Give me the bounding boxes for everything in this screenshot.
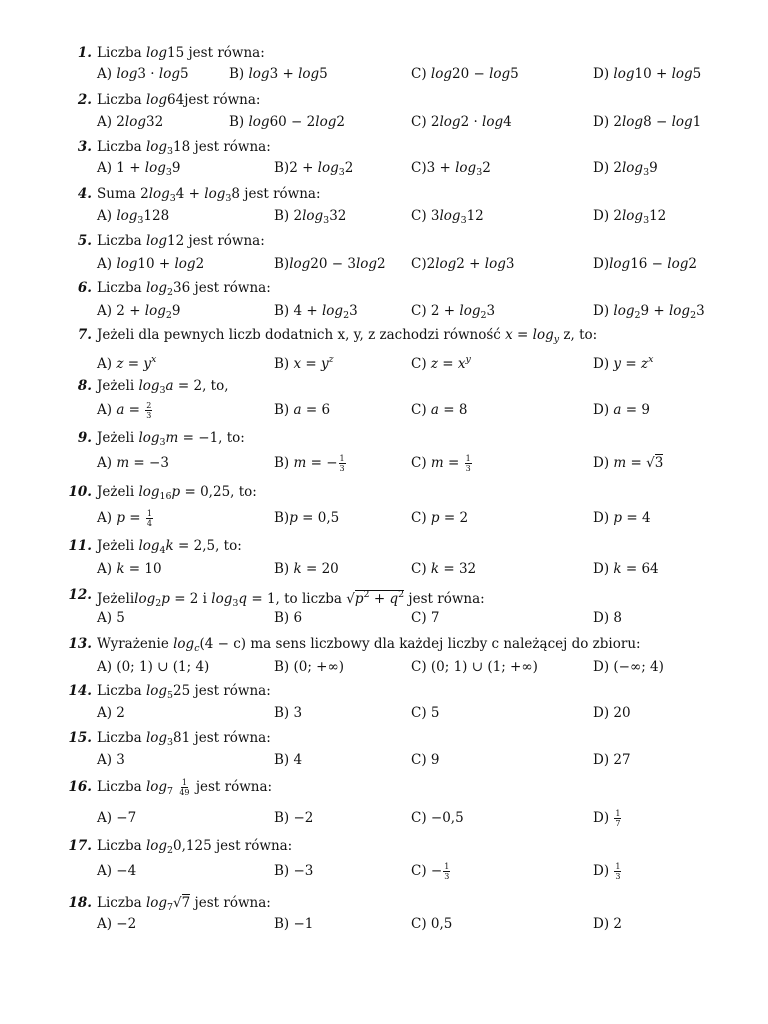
answer-option-b: B) 6 — [274, 610, 303, 626]
question-text: Liczba log64jest równa: — [97, 92, 261, 108]
answer-option-a: A) log10 + log2 — [97, 256, 205, 272]
question-number: 1. — [77, 45, 92, 61]
question-number: 16. — [68, 779, 92, 795]
question-number: 11. — [68, 538, 92, 554]
answer-option-a: A) 2 — [97, 705, 125, 721]
answer-option-d: D) m = √3 — [593, 455, 664, 471]
answer-option-a: A) 3 — [97, 752, 125, 768]
answer-option-c: C) − $\frac{1}{3}$ — [411, 862, 450, 881]
answer-option-a: A) −4 — [97, 863, 137, 879]
answer-option-a: A) (0; 1) ∪ (1; 4) — [97, 659, 210, 675]
question-number: 14. — [68, 683, 92, 699]
answer-options — [0, 399, 768, 421]
question-text: Suma $2\log_34 + \log_38$ jest równa: — [97, 186, 321, 204]
answer-option-b: B) 3 — [274, 705, 303, 721]
answer-option-c: C) $3\log_312$ — [411, 208, 484, 226]
answer-options — [0, 253, 768, 275]
answer-option-d: D) (−∞; 4) — [593, 659, 664, 675]
answer-option-b: B) (0; +∞) — [274, 659, 344, 675]
answer-options — [0, 807, 768, 829]
answer-option-d: D) 8 — [593, 610, 622, 626]
answer-option-b: B) −2 — [274, 810, 314, 826]
answer-option-d: D) $\log_29 + \log_23$ — [593, 303, 705, 321]
answer-option-b: B) $x = y^z$ — [274, 354, 334, 372]
answer-option-c: C) 0,5 — [411, 916, 453, 932]
answer-option-d: D)log16 − log2 — [593, 256, 697, 272]
question-text: Jeżeli $\log_3m = -1$, to: — [97, 430, 245, 448]
question-number: 4. — [77, 186, 92, 202]
question-number: 15. — [68, 730, 92, 746]
answer-option-b: B) 4 — [274, 752, 303, 768]
answer-option-d: D) 2 — [593, 916, 622, 932]
answer-option-c: C) p = 2 — [411, 510, 469, 526]
question-number: 5. — [77, 233, 92, 249]
question-text: Jeżeli $\log_4k = 2,5$, to: — [97, 538, 242, 556]
answer-option-b: B) k = 20 — [274, 561, 339, 577]
question-number: 2. — [77, 92, 92, 108]
answer-option-b: $B)2 + \log_32$ — [274, 160, 354, 178]
answer-option-a: A) $z = y^x$ — [97, 354, 157, 372]
answer-option-c: C) $2 + \log_23$ — [411, 303, 496, 321]
answer-option-a: A) m = −3 — [97, 455, 169, 471]
answer-option-c: C) 5 — [411, 705, 440, 721]
answer-option-a: A) $\log_3128$ — [97, 208, 170, 226]
answer-option-a: A) k = 10 — [97, 561, 162, 577]
answer-option-c: C) k = 32 — [411, 561, 477, 577]
answer-option-d: D) $\frac{1}{3}$ — [593, 862, 621, 881]
answer-options — [0, 507, 768, 529]
answer-options — [0, 63, 768, 85]
answer-option-c: C) m = $\frac{1}{3}$ — [411, 454, 471, 473]
question-text: Liczba $\log_20,125$ jest równa: — [97, 838, 293, 856]
answer-options — [0, 349, 768, 371]
question-text: Liczba $\log_381$ jest równa: — [97, 730, 271, 748]
answer-option-d: D) 20 — [593, 705, 631, 721]
answer-option-a: A) $2 + \log_29$ — [97, 303, 181, 321]
answer-option-a: A) 5 — [97, 610, 125, 626]
question-text: Jeżeli $\log_{16}p = 0,25$, to: — [97, 484, 257, 502]
question-number: 6. — [77, 280, 92, 296]
question-text: Liczba log15 jest równa: — [97, 45, 265, 61]
answer-options — [0, 452, 768, 474]
question-number: 10. — [68, 484, 92, 500]
answer-option-d: D) log10 + log5 — [593, 66, 702, 82]
answer-option-d: D) 2log8 − log1 — [593, 114, 702, 130]
answer-option-b: B) $2\log_332$ — [274, 208, 347, 226]
answer-options — [0, 749, 768, 771]
answer-option-a: A) −2 — [97, 916, 137, 932]
answer-options — [0, 656, 768, 678]
question-text: Jeżeli dla pewnych liczb dodatnich x, y, z zachodzi równość $x = \log_y z$, to: — [97, 327, 598, 345]
answer-options — [0, 111, 768, 133]
answer-options — [0, 913, 768, 935]
answer-option-c: C) a = 8 — [411, 402, 468, 418]
question-text: Jeżeli $\log_3a = 2$, to, — [97, 378, 229, 396]
answer-option-b: B)p = 0,5 — [274, 510, 340, 526]
answer-option-c: $C)3 + \log_32$ — [411, 160, 491, 178]
answer-option-d: D) k = 64 — [593, 561, 659, 577]
answer-option-a: A) log3 · log5 — [97, 66, 189, 82]
answer-option-c: C) (0; 1) ∪ (1; +∞) — [411, 659, 538, 675]
question-text: Liczba $\log_7√7$ jest równa: — [97, 895, 271, 913]
question-number: 17. — [68, 838, 92, 854]
question-text: Liczba $\log_525$ jest równa: — [97, 683, 271, 701]
answer-option-a: A) 2log32 — [97, 114, 164, 130]
answer-option-d: D) $\frac{1}{7}$ — [593, 809, 621, 828]
answer-option-d: D) 27 — [593, 752, 631, 768]
answer-option-c: C) log20 − log5 — [411, 66, 519, 82]
answer-options — [0, 860, 768, 882]
answer-options — [0, 205, 768, 227]
answer-option-c: C) 9 — [411, 752, 440, 768]
answer-option-a: A) p = $\frac{1}{4}$ — [97, 509, 152, 528]
answer-options — [0, 607, 768, 629]
answer-option-c: C) $z = x^y$ — [411, 354, 471, 372]
answer-option-b: B) m = − $\frac{1}{3}$ — [274, 454, 345, 473]
answer-options — [0, 702, 768, 724]
answer-option-d: D) $2\log_312$ — [593, 208, 667, 226]
answer-option-b: B)log20 − 3log2 — [274, 256, 386, 272]
question-number: 8. — [77, 378, 92, 394]
answer-option-a: A) a = $\frac{2}{3}$ — [97, 401, 152, 420]
question-number: 18. — [68, 895, 92, 911]
answer-option-d: D) $2\log_39$ — [593, 160, 658, 178]
question-number: 7. — [77, 327, 92, 343]
question-text: Jeżelilog$_2$p = 2 i $\log_3q = 1$, to liczba $√p^2 + q^2$ jest równa: — [97, 589, 485, 609]
answer-option-b: B) −3 — [274, 863, 314, 879]
answer-option-d: D) a = 9 — [593, 402, 650, 418]
question-number: 9. — [77, 430, 92, 446]
answer-option-b: B) log3 + log5 — [229, 66, 328, 82]
answer-option-a: A) −7 — [97, 810, 137, 826]
answer-options — [0, 558, 768, 580]
answer-option-b: B) a = 6 — [274, 402, 331, 418]
answer-option-d: D) p = 4 — [593, 510, 651, 526]
answer-option-c: C) 2log2 · log4 — [411, 114, 512, 130]
question-number: 3. — [77, 139, 92, 155]
answer-option-b: B) log60 − 2log2 — [229, 114, 345, 130]
question-text: Wyrażenie $\log_c(4 - c)$ ma sens liczbowy dla każdej liczby c należącej do zbioru: — [97, 636, 641, 654]
question-number: 12. — [68, 587, 92, 603]
answer-option-d: D) $y = z^x$ — [593, 354, 654, 372]
answer-option-c: C) 7 — [411, 610, 440, 626]
question-text: Liczba $\log_236$ jest równa: — [97, 280, 271, 298]
question-text: Liczba $\log_318$ jest równa: — [97, 139, 271, 157]
answer-option-c: C) −0,5 — [411, 810, 464, 826]
answer-options — [0, 300, 768, 322]
answer-option-a: A) $1 + \log_39$ — [97, 160, 181, 178]
question-text: Liczba $\log_7$ $\frac{1}{49}$ jest równa: — [97, 778, 273, 797]
question-text: Liczba log12 jest równa: — [97, 233, 265, 249]
answer-option-b: B) $4 + \log_23$ — [274, 303, 358, 321]
answer-option-c: C)2log2 + log3 — [411, 256, 515, 272]
answer-options — [0, 157, 768, 179]
question-number: 13. — [68, 636, 92, 652]
answer-option-b: B) −1 — [274, 916, 314, 932]
